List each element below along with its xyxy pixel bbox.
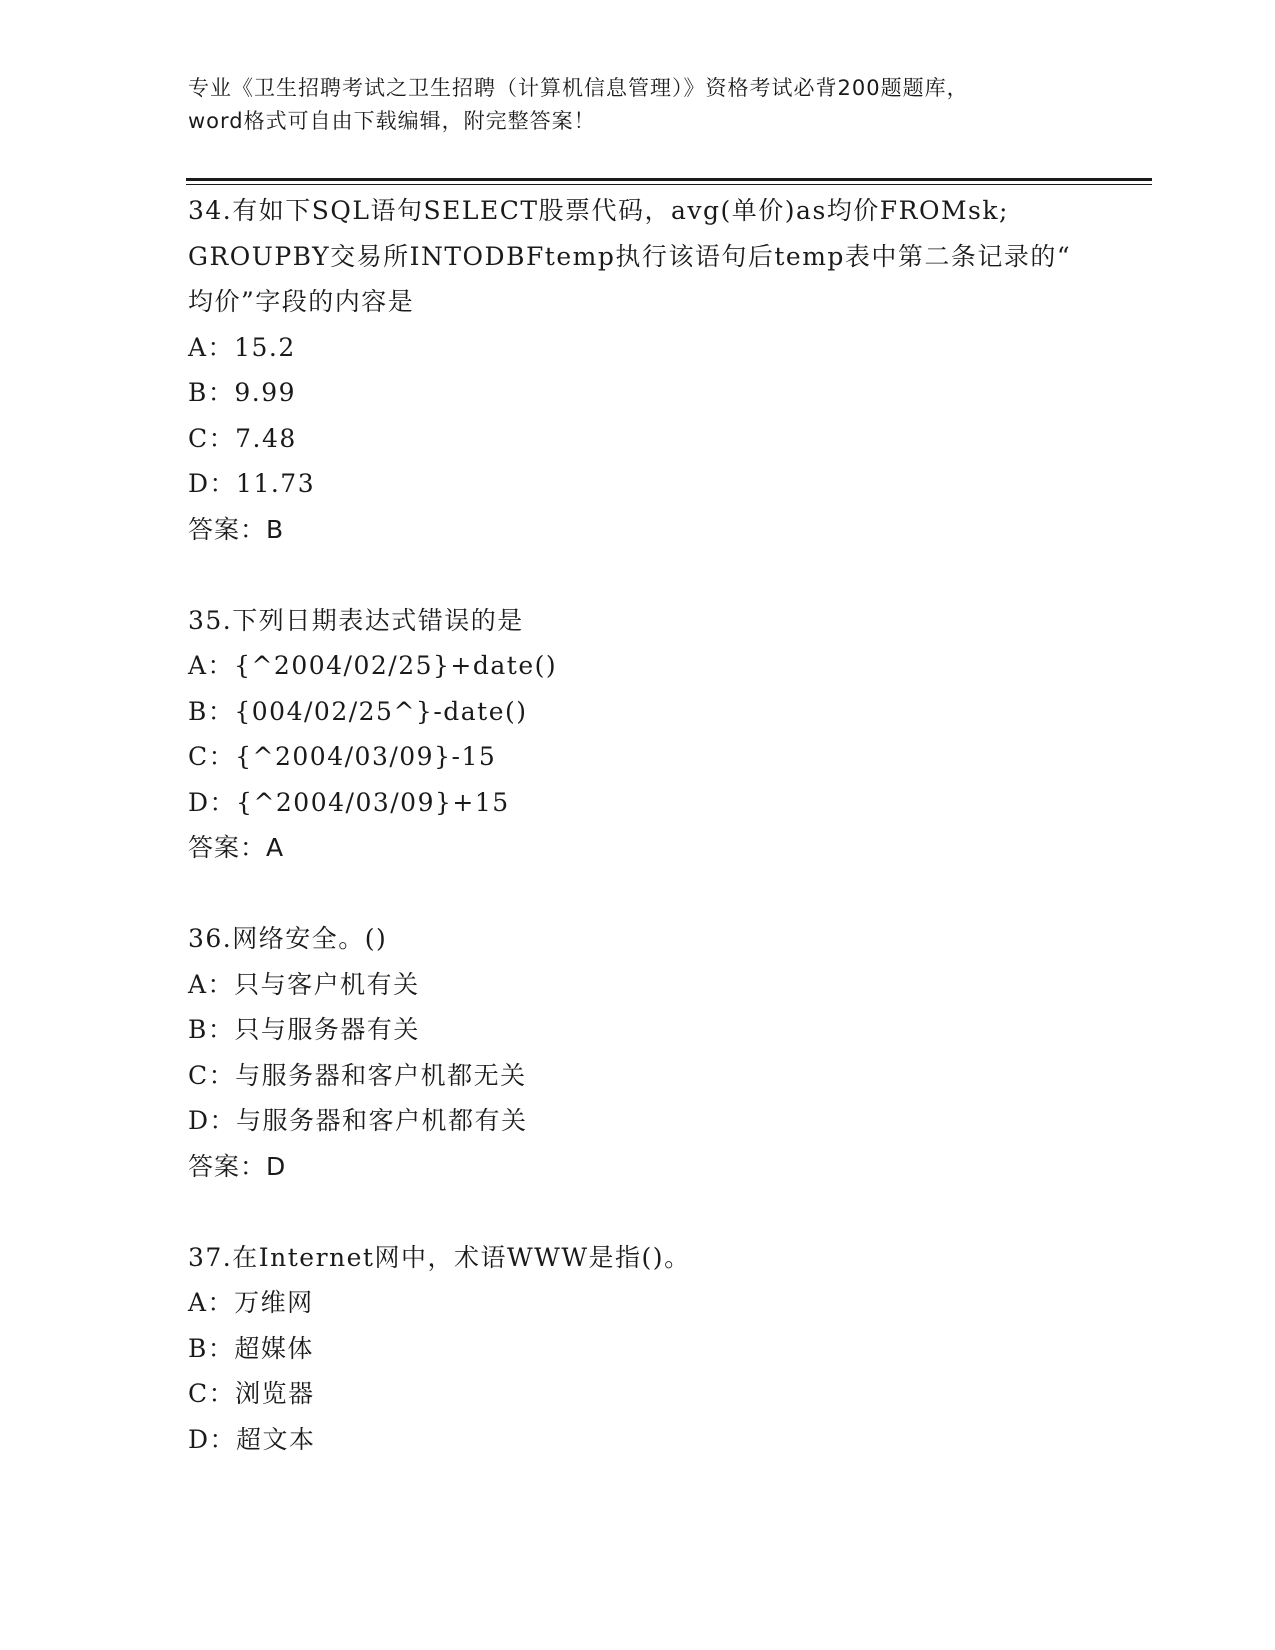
option-label: D： <box>188 1424 237 1454</box>
header-divider-thick <box>186 178 1152 181</box>
question-35 <box>188 598 1088 871</box>
option-text: 超文本 <box>236 1424 316 1454</box>
option-text: {^2004/03/09}-15 <box>235 742 497 771</box>
option-text: 与服务器和客户机都无关 <box>235 1060 527 1090</box>
option-label: C： <box>188 1060 236 1090</box>
spacer <box>188 1189 1088 1235</box>
option-text: {004/02/25^}-date() <box>234 696 528 726</box>
option-text: 7.48 <box>235 423 297 453</box>
question-stem-line: 35.下列日期表达式错误的是 <box>188 605 524 635</box>
option-label: C： <box>188 1379 236 1408</box>
option-text: 只与服务器有关 <box>234 1015 420 1044</box>
document-header <box>188 72 1088 138</box>
option-text: 万维网 <box>234 1288 314 1317</box>
answer-text: 答案：D <box>188 1151 287 1181</box>
question-stem-line: 36.网络安全。() <box>188 924 388 953</box>
option-label: B： <box>188 1015 235 1044</box>
option-a <box>188 1280 1088 1326</box>
option-text: 与服务器和客户机都有关 <box>236 1106 528 1135</box>
header-divider-thin <box>186 184 1152 185</box>
option-b <box>188 1007 1088 1053</box>
option-b <box>188 1326 1088 1372</box>
option-text: {^2004/03/09}+15 <box>236 787 510 817</box>
question-list <box>188 188 1088 1462</box>
option-b <box>188 370 1088 416</box>
option-label: A： <box>188 332 235 362</box>
option-b <box>188 689 1088 735</box>
option-label: D： <box>188 787 237 817</box>
option-a <box>188 643 1088 689</box>
option-label: D： <box>188 1106 237 1135</box>
answer-text: 答案：A <box>188 833 285 862</box>
question-stem-line: 37.在Internet网中，术语WWW是指()。 <box>188 1242 691 1272</box>
option-c <box>188 1053 1088 1099</box>
option-c <box>188 1371 1088 1417</box>
question-stem-line: GROUPBY交易所INTODBFtemp执行该语句后temp表中第二条记录的“ <box>188 241 1072 271</box>
option-label: C： <box>188 423 236 453</box>
option-c <box>188 734 1088 780</box>
option-d <box>188 461 1088 507</box>
option-label: B： <box>188 378 235 407</box>
question-stem-line: 均价”字段的内容是 <box>188 287 415 316</box>
option-text: 浏览器 <box>235 1379 315 1408</box>
option-c <box>188 416 1088 462</box>
option-label: A： <box>188 969 235 999</box>
question-36 <box>188 916 1088 1189</box>
option-d <box>188 780 1088 826</box>
answer-text: 答案：B <box>188 514 285 544</box>
header-line-1: 专业《卫生招聘考试之卫生招聘（计算机信息管理）》资格考试必背200题题库， <box>188 76 969 100</box>
option-label: A： <box>188 1288 235 1317</box>
option-a <box>188 962 1088 1008</box>
header-line-2: word格式可自由下载编辑，附完整答案！ <box>188 109 596 133</box>
spacer <box>188 871 1088 917</box>
option-text: 只与客户机有关 <box>234 969 420 999</box>
question-34 <box>188 188 1088 552</box>
option-label: A： <box>188 651 235 680</box>
option-label: B： <box>188 1333 235 1363</box>
option-a <box>188 325 1088 371</box>
option-text: 15.2 <box>234 332 296 362</box>
option-label: B： <box>188 696 235 726</box>
option-text: {^2004/02/25}+date() <box>234 651 558 680</box>
option-text: 超媒体 <box>234 1333 314 1363</box>
option-text: 9.99 <box>234 378 297 407</box>
option-d <box>188 1417 1088 1463</box>
option-label: D： <box>188 469 237 498</box>
question-37 <box>188 1235 1088 1463</box>
question-stem-line: 34.有如下SQL语句SELECT股票代码，avg(单价)as均价FROMsk; <box>188 196 1009 225</box>
option-label: C： <box>188 742 236 771</box>
option-d <box>188 1098 1088 1144</box>
spacer <box>188 552 1088 598</box>
option-text: 11.73 <box>236 469 316 498</box>
